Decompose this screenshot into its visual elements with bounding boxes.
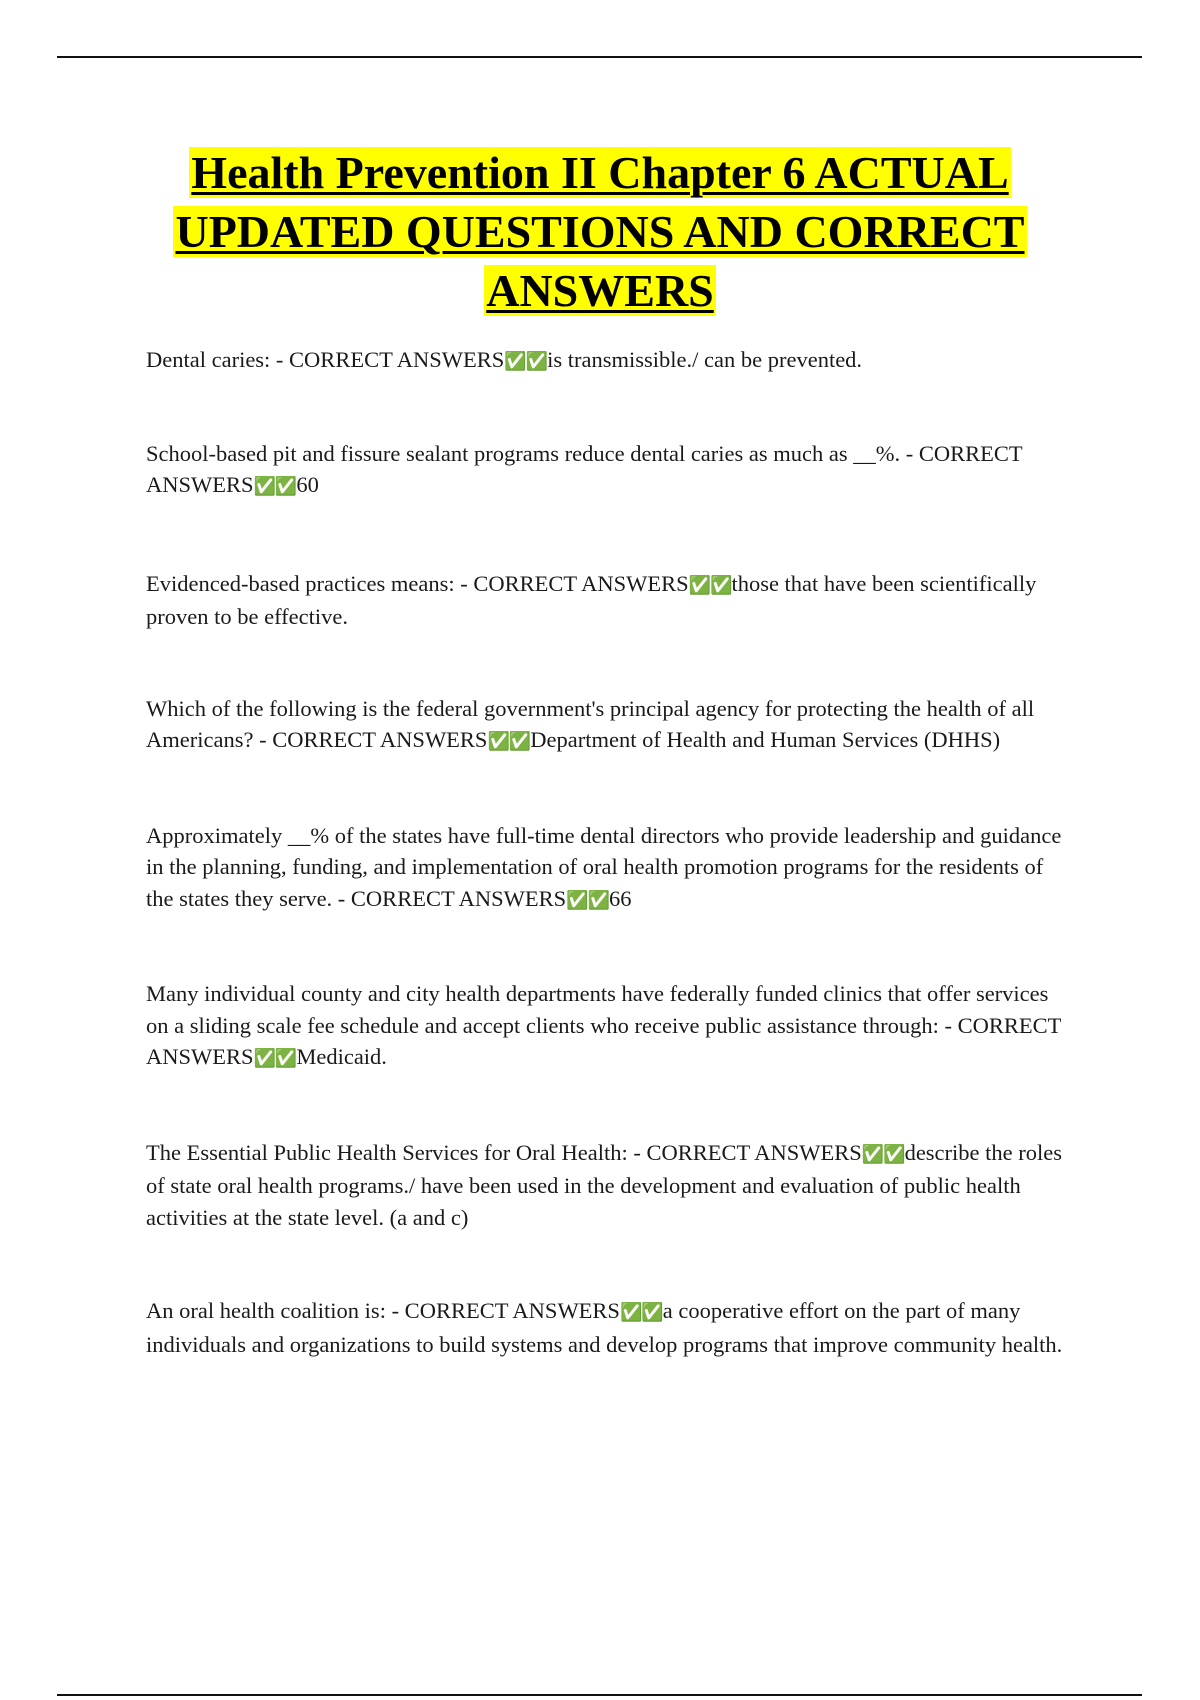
qa-item-3 bbox=[146, 568, 1066, 633]
question-text: School-based pit and fissure sealant programs reduce dental caries as much as __%. - CORRECT ANSWERS bbox=[146, 440, 1023, 497]
checkmark-icon: ✅✅ bbox=[619, 1302, 663, 1323]
footer-rule bbox=[57, 1694, 1142, 1696]
checkmark-icon: ✅✅ bbox=[253, 476, 297, 497]
document-title bbox=[100, 143, 1100, 320]
checkmark-icon: ✅✅ bbox=[688, 574, 732, 596]
qa-item-2 bbox=[146, 438, 1066, 503]
answer-text: 60 bbox=[296, 472, 319, 497]
question-text: Evidenced-based practices means: - CORRECT ANSWERS bbox=[146, 570, 689, 596]
answer-text: those that have been scientifically proven to be effective. bbox=[146, 570, 1037, 629]
checkmark-icon: ✅✅ bbox=[253, 1048, 297, 1069]
qa-item-4 bbox=[146, 693, 1066, 758]
question-text: The Essential Public Health Services for Oral Health: - CORRECT ANSWERS bbox=[146, 1139, 862, 1165]
answer-text: describe the roles of state oral health programs./ have been used in the development and evaluation of public health activities at the state level. (a and c) bbox=[146, 1139, 1062, 1230]
title-line-3: ANSWERS bbox=[486, 265, 714, 316]
question-text: Approximately __% of the states have full-time dental directors who provide leadership and guidance in the planning, funding, and implementation of oral health promotion programs for the residents of the states they serve. - CORRECT ANSWERS bbox=[146, 822, 1062, 911]
question-text: An oral health coalition is: - CORRECT ANSWERS bbox=[146, 1298, 620, 1323]
qa-item-6 bbox=[146, 978, 1066, 1075]
answer-text: Department of Health and Human Services (DHHS) bbox=[530, 727, 1001, 752]
header-rule bbox=[57, 56, 1142, 58]
title-line-1: Health Prevention II Chapter 6 ACTUAL bbox=[191, 147, 1009, 198]
question-text: Dental caries: - CORRECT ANSWERS bbox=[146, 347, 505, 372]
checkmark-icon: ✅✅ bbox=[566, 889, 610, 911]
checkmark-icon: ✅✅ bbox=[504, 351, 548, 372]
qa-item-1 bbox=[146, 344, 1066, 378]
answer-text: a cooperative effort on the part of many individuals and organizations to build systems and develop programs that improve community health. bbox=[146, 1298, 1063, 1357]
answer-text: 66 bbox=[609, 885, 632, 911]
qa-item-5 bbox=[146, 820, 1066, 917]
question-text: Many individual county and city health departments have federally funded clinics that offer services on a sliding scale fee schedule and accept clients who receive public assistance through: - CORRECT ANSWERS bbox=[146, 981, 1061, 1069]
title-line-2: UPDATED QUESTIONS AND CORRECT bbox=[175, 206, 1025, 257]
checkmark-icon: ✅✅ bbox=[487, 731, 531, 752]
question-text: Which of the following is the federal government's principal agency for protecting the health of all Americans? - CORRECT ANSWERS bbox=[146, 695, 1035, 752]
qa-item-8 bbox=[146, 1295, 1066, 1360]
answer-text: Medicaid. bbox=[296, 1044, 387, 1069]
checkmark-icon: ✅✅ bbox=[861, 1143, 905, 1165]
answer-text: is transmissible./ can be prevented. bbox=[547, 347, 863, 372]
qa-item-7 bbox=[146, 1137, 1066, 1234]
question-answer-list bbox=[146, 344, 1066, 1360]
